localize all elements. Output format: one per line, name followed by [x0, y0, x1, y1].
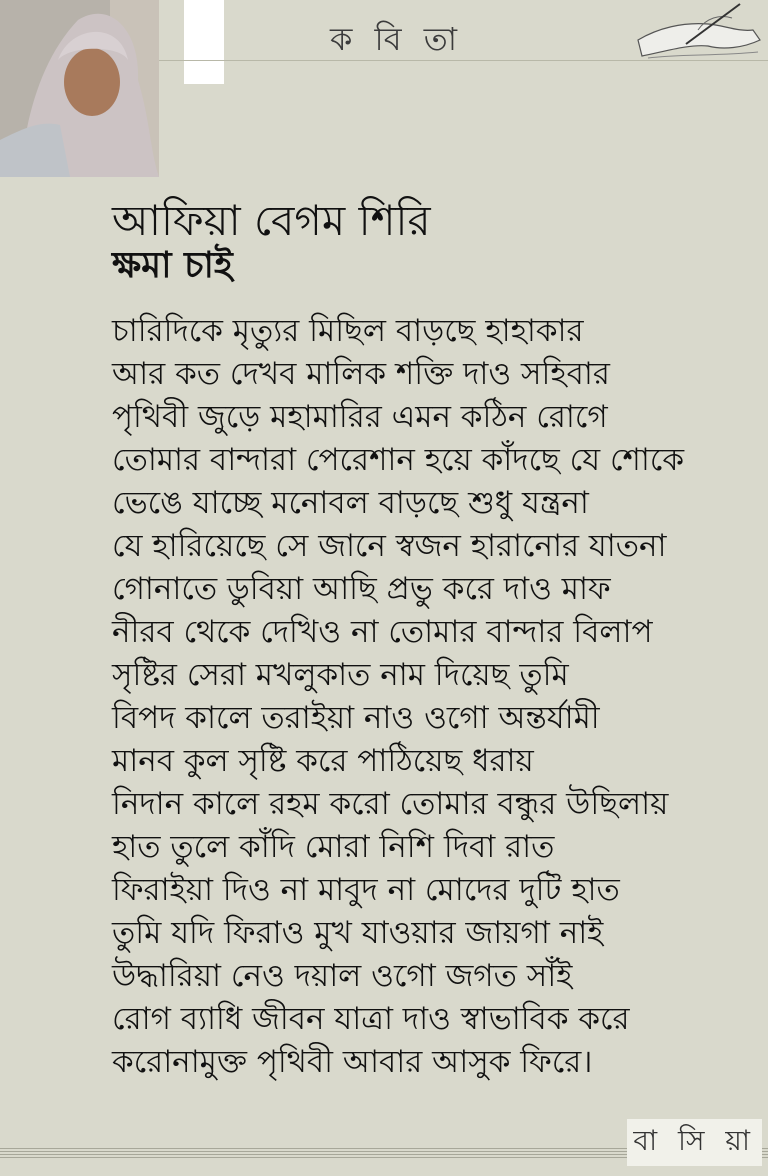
poem-line: বিপদ কালে তরাইয়া নাও ওগো অন্তর্যামী: [112, 700, 600, 736]
poem-line: হাত তুলে কাঁদি মোরা নিশি দিবা রাত: [112, 829, 555, 865]
poem-line: উদ্ধারিয়া নেও দয়াল ওগো জগত সাঁই: [112, 958, 573, 994]
poem-body: [112, 310, 757, 1084]
poem-line: সৃষ্টির সেরা মখলুকাত নাম দিয়েছ তুমি: [112, 657, 569, 693]
poem-line: পৃথিবী জুড়ে মহামারির এমন কঠিন রোগে: [112, 399, 608, 435]
poem-line: করোনামুক্ত পৃথিবী আবার আসুক ফিরে।: [112, 1044, 593, 1080]
poem-line: যে হারিয়েছে সে জানে স্বজন হারানোর যাতনা: [112, 528, 667, 564]
poem-line: গোনাতে ডুবিয়া আছি প্রভু করে দাও মাফ: [112, 571, 611, 607]
author-name: আফিয়া বেগম শিরি: [112, 196, 431, 245]
poem-line: ভেঙে যাচ্ছে মনোবল বাড়ছে শুধু যন্ত্রনা: [112, 485, 589, 521]
poem-line: তুমি যদি ফিরাও মুখ যাওয়ার জায়গা নাই: [112, 915, 604, 951]
footer-rules: [0, 1124, 768, 1160]
poem-line: রোগ ব্যাধি জীবন যাত্রা দাও স্বাভাবিক করে: [112, 1001, 630, 1037]
poem-line: নীরব থেকে দেখিও না তোমার বান্দার বিলাপ: [112, 614, 653, 650]
author-photo: [0, 0, 159, 177]
hand-writing-icon: [628, 0, 768, 64]
poem-line: ফিরাইয়া দিও না মাবুদ না মোদের দুটি হাত: [112, 872, 620, 908]
poem-line: নিদান কালে রহম করো তোমার বন্ধুর উছিলায়: [112, 786, 669, 822]
poem-line: মানব কুল সৃষ্টি করে পাঠিয়েছ ধরায়: [112, 743, 534, 779]
poem-title: ক্ষমা চাই: [112, 245, 233, 286]
section-label: ক বি তা: [330, 20, 463, 58]
poem-line: তোমার বান্দারা পেরেশান হয়ে কাঁদছে যে শোকে: [112, 442, 685, 478]
poem-line: চারিদিকে মৃত্যুর মিছিল বাড়ছে হাহাকার: [112, 313, 584, 349]
poem-line: আর কত দেখব মালিক শক্তি দাও সহিবার: [112, 356, 610, 392]
footer-label: বা সি য়া: [627, 1119, 762, 1166]
header-accent-bar: [184, 0, 224, 84]
